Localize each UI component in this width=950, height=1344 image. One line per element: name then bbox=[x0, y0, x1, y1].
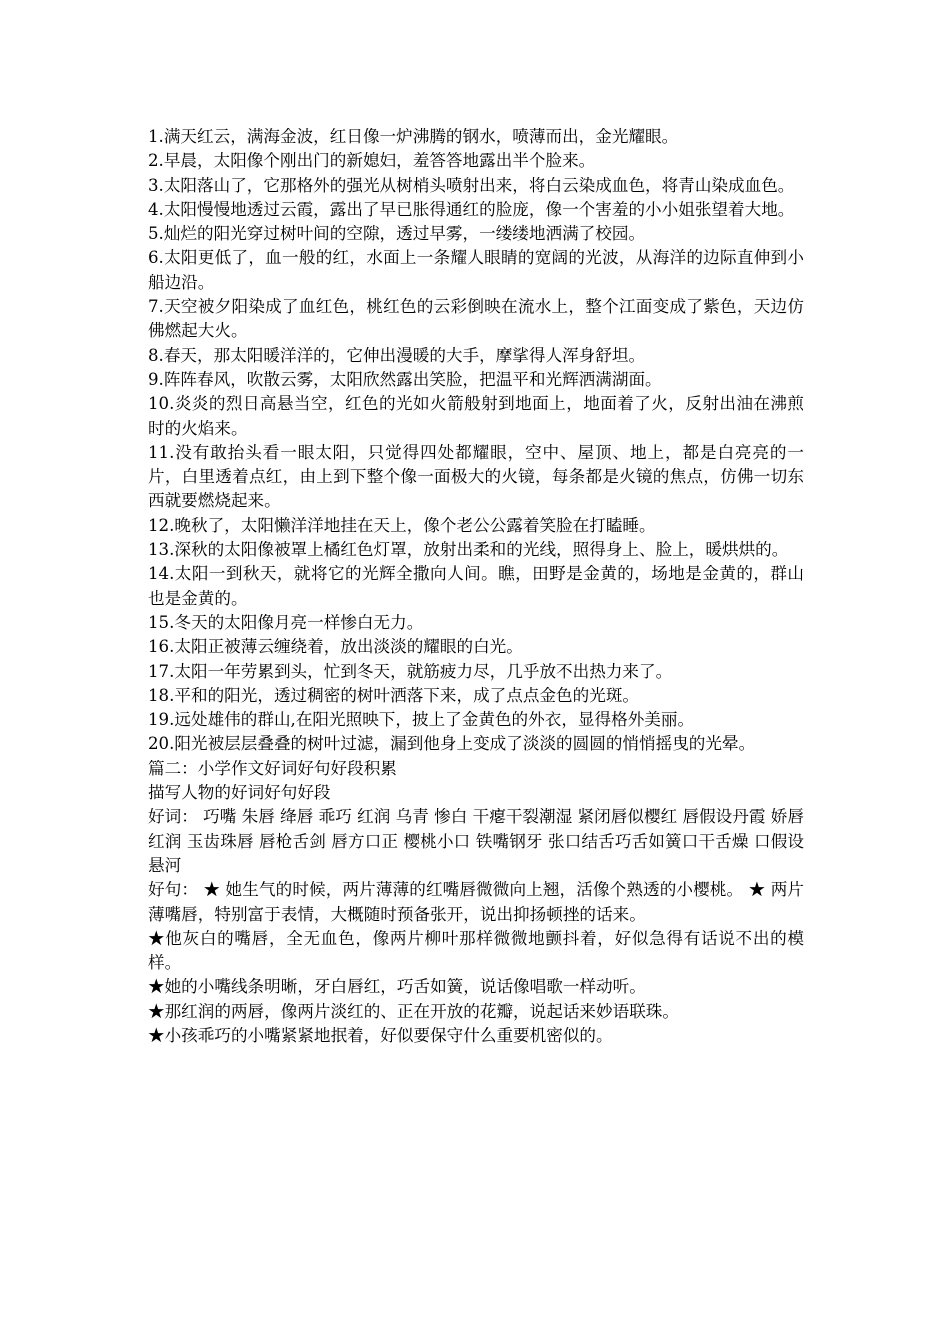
sentence-item: ★小孩乖巧的小嘴紧紧地抿着，好似要保守什么重要机密似的。 bbox=[148, 1025, 613, 1045]
paragraph-12: 12.晚秋了，太阳懒洋洋地挂在天上，像个老公公露着笑脸在打瞌睡。 bbox=[148, 515, 656, 535]
subsection-heading: 描写人物的好词好句好段 bbox=[148, 783, 331, 803]
paragraph-9: 9.阵阵春风，吹散云雾，太阳欣然露出笑脸，把温平和光辉洒满湖面。 bbox=[148, 369, 662, 389]
paragraph-17: 17.太阳一年劳累到头，忙到冬天，就筋疲力尽，几乎放不出热力来了。 bbox=[148, 661, 673, 681]
paragraph-8: 8.春天，那太阳暖洋洋的，它伸出漫暖的大手，摩挲得人浑身舒坦。 bbox=[148, 345, 646, 365]
paragraph-13: 13.深秋的太阳像被罩上橘红色灯罩，放射出柔和的光线，照得身上、脸上，暖烘烘的。 bbox=[148, 540, 789, 560]
document-body bbox=[148, 125, 804, 1048]
paragraph-11: 11.没有敢抬头看一眼太阳，只觉得四处都耀眼，空中、屋顶、地上，都是白亮亮的一片，白里透着点红，由上到下整个像一面极大的火镜，每条都是火镜的焦点，仿佛一切东西就要燃烧起来。 bbox=[148, 442, 804, 511]
paragraph-19: 19.远处雄伟的群山,在阳光照映下，披上了金黄色的外衣，显得格外美丽。 bbox=[148, 710, 695, 730]
good-sentences-paragraph: 好句： ★ 她生气的时候，两片薄薄的红嘴唇微微向上翘，活像个熟透的小樱桃。 ★ 两片薄嘴唇，特别富于表情，大概随时预备张开，说出抑扬顿挫的话来。 bbox=[148, 880, 804, 924]
good-words-paragraph: 好词： 巧嘴 朱唇 绛唇 乖巧 红润 乌青 惨白 干瘪干裂潮湿 紧闭唇似樱红 唇假设丹霞 娇唇红润 玉齿珠唇 唇枪舌剑 唇方口正 樱桃小口 铁嘴钢牙 张口结舌巧舌如簧口干舌燥 口假设悬河 bbox=[148, 807, 804, 875]
sentence-item: ★那红润的两唇，像两片淡红的、正在开放的花瓣，说起话来妙语联珠。 bbox=[148, 1001, 679, 1021]
paragraph-14: 14.太阳一到秋天，就将它的光辉全撒向人间。瞧，田野是金黄的，场地是金黄的，群山也是金黄的。 bbox=[148, 564, 804, 608]
sentence-item: ★他灰白的嘴唇，全无血色，像两片柳叶那样微微地颤抖着，好似急得有话说不出的模样。 bbox=[148, 928, 804, 973]
paragraph-5: 5.灿烂的阳光穿过树叶间的空隙，透过早雾，一缕缕地洒满了校园。 bbox=[148, 224, 646, 244]
paragraph-16: 16.太阳正被薄云缠绕着，放出淡淡的耀眼的白光。 bbox=[148, 637, 523, 657]
paragraph-10: 10.炎炎的烈日高悬当空，红色的光如火箭般射到地面上，地面着了火，反射出油在沸煎时的火焰来。 bbox=[148, 394, 804, 438]
paragraph-4: 4.太阳慢慢地透过云霞，露出了早已胀得通红的脸庞，像一个害羞的小小姐张望着大地。 bbox=[148, 199, 795, 219]
paragraph-2: 2.早晨，太阳像个刚出门的新媳妇，羞答答地露出半个脸来。 bbox=[148, 151, 596, 171]
paragraph-18: 18.平和的阳光，透过稠密的树叶洒落下来，成了点点金色的光斑。 bbox=[148, 685, 640, 705]
paragraph-7: 7.天空被夕阳染成了血红色，桃红色的云彩倒映在流水上，整个江面变成了紫色，天边仿佛燃起大火。 bbox=[148, 297, 804, 341]
paragraph-1: 1.满天红云，满海金波，红日像一炉沸腾的钢水，喷薄而出，金光耀眼。 bbox=[148, 127, 679, 146]
sentence-item: ★她的小嘴线条明晰，牙白唇红，巧舌如簧，说话像唱歌一样动听。 bbox=[148, 977, 646, 997]
paragraph-15: 15.冬天的太阳像月亮一样惨白无力。 bbox=[148, 612, 424, 632]
section-heading: 篇二：小学作文好词好句好段积累 bbox=[148, 758, 397, 778]
paragraph-20: 20.阳光被层层叠叠的树叶过滤，漏到他身上变成了淡淡的圆圆的悄悄摇曳的光晕。 bbox=[148, 734, 756, 754]
paragraph-3: 3.太阳落山了，它那格外的强光从树梢头喷射出来，将白云染成血色，将青山染成血色。 bbox=[148, 175, 795, 195]
paragraph-6: 6.太阳更低了，血一般的红，水面上一条耀人眼睛的宽阔的光波，从海洋的边际直伸到小船边沿。 bbox=[148, 248, 804, 292]
